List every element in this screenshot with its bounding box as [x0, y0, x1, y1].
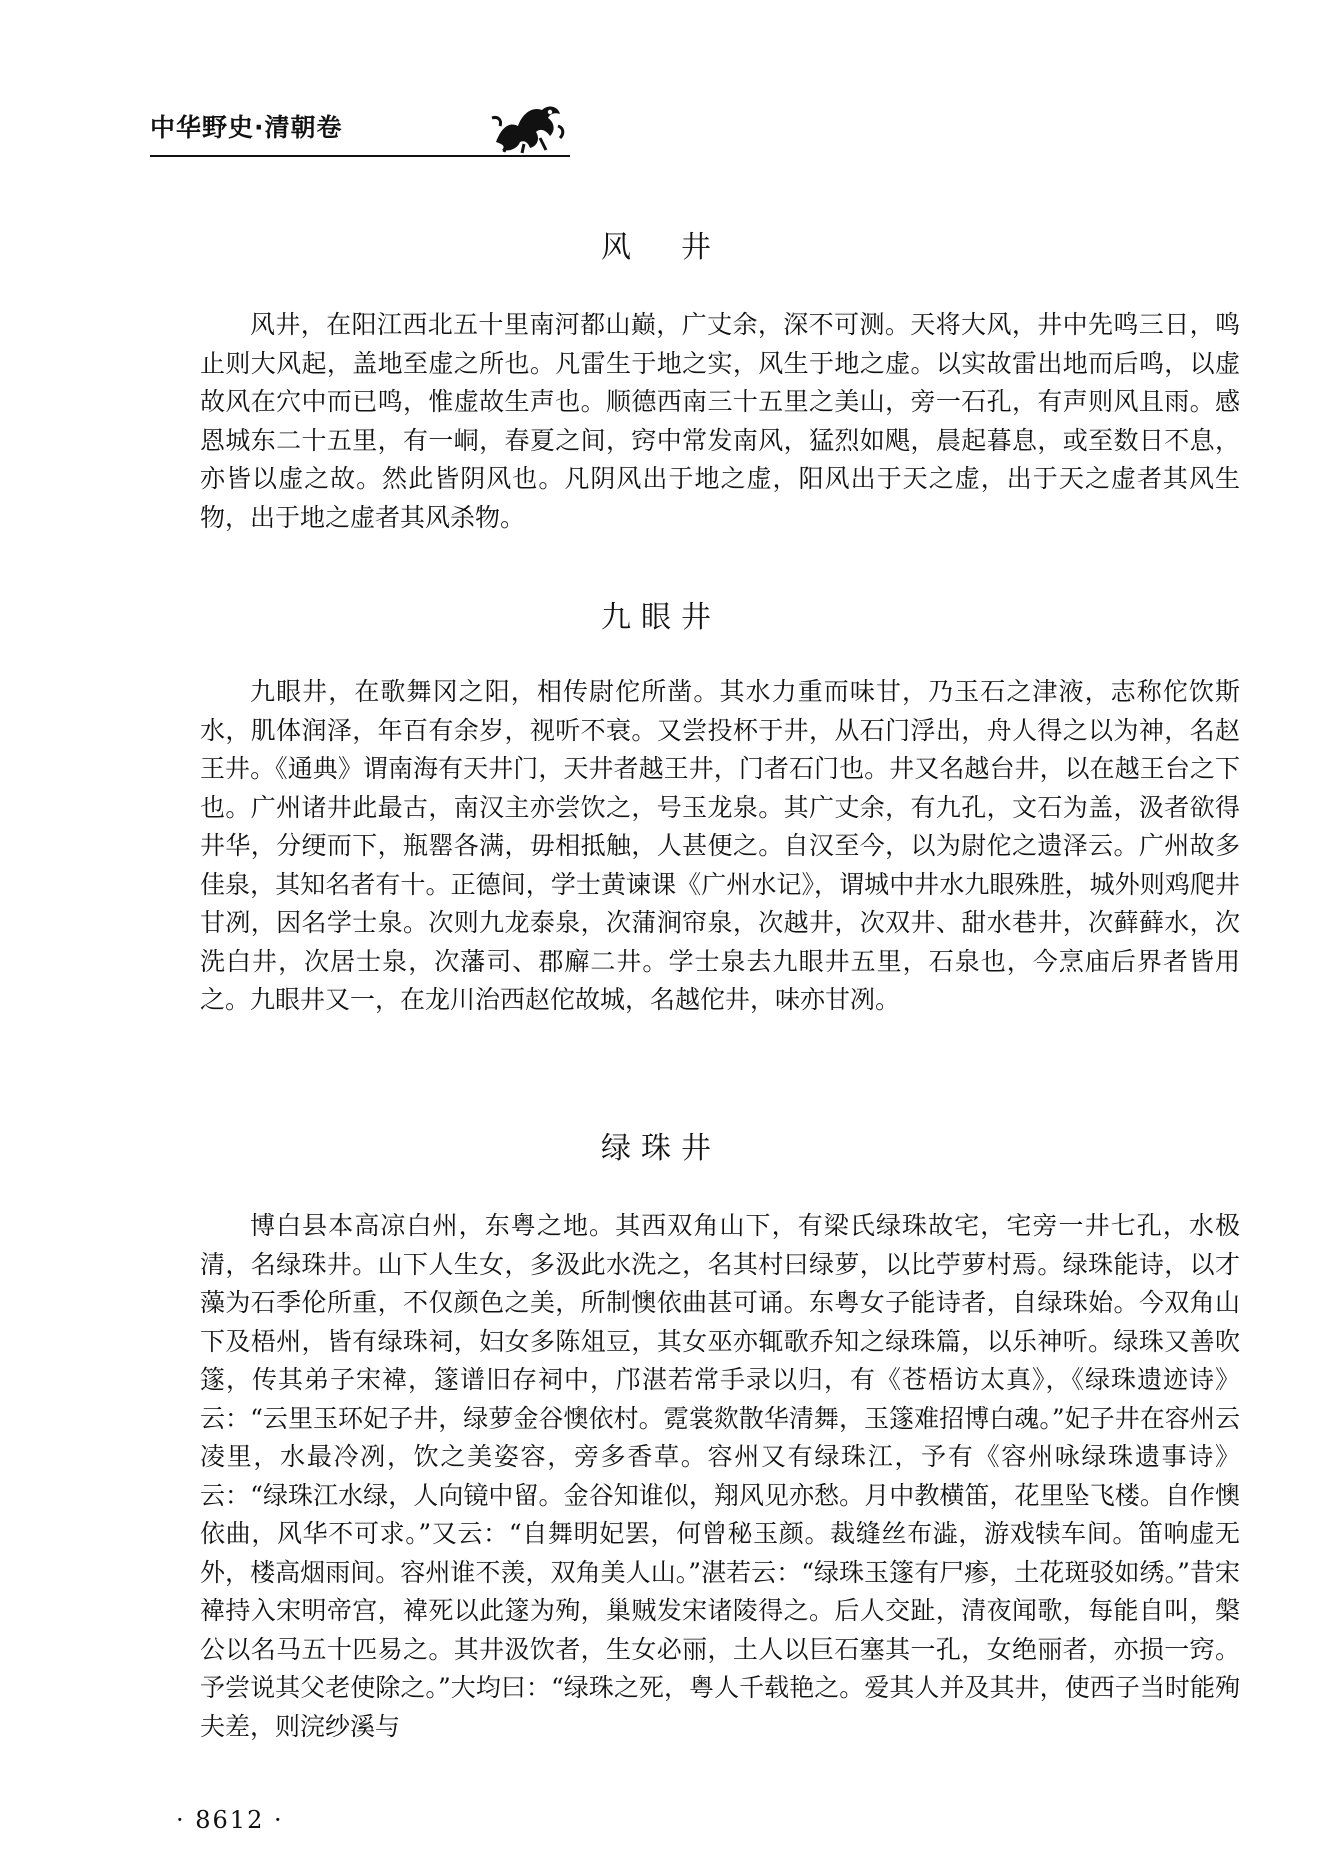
running-head-title: 中华野史·清朝卷 — [150, 113, 343, 142]
page-number: · 8612 · — [176, 1806, 284, 1834]
dragon-emblem-icon — [488, 96, 566, 154]
section-paragraph: 九眼井，在歌舞冈之阳，相传尉佗所凿。其水力重而味甘，乃玉石之津液，志称佗饮斯水，肌体润泽，年百有余岁，视听不衰。又尝投杯于井，从石门浮出，舟人得之以为神，名赵王井。《通典》谓南海有天井门，天井者越王井，门者石门也。井又名越台井，以在越王台之下也。广州诸井此最古，南汉主亦尝饮之，号玉龙泉。其广丈余，有九孔，文石为盖，汲者欲得井华，分绠而下，瓶罂各满，毋相抵触，人甚便之。自汉至今，以为尉佗之遗泽云。广州故多佳泉，其知名者有十。正德间，学士黄谏课《广州水记》，谓城中井水九眼殊胜，城外则鸡爬井甘冽，因名学士泉。次则九龙泰泉，次蒲涧帘泉，次越井，次双井、甜水巷井，次藓藓水，次洗白井，次居士泉，次藩司、郡廨二井。学士泉去九眼井五里，石泉也，今烹庙后界者皆用之。九眼井又一，在龙川治西赵佗故城，名越佗井，味亦甘冽。 — [200, 677, 1240, 1014]
section-title-feng-jing: 风 井 — [601, 230, 721, 265]
section-title-lv-zhu-jing: 绿珠井 — [601, 1131, 721, 1166]
section-title-jiu-yan-jing: 九眼井 — [601, 600, 721, 635]
section-paragraph: 风井，在阳江西北五十里南河都山巅，广丈余，深不可测。天将大风，井中先鸣三日，鸣止则大风起，盖地至虚之所也。凡雷生于地之实，风生于地之虚。以实故雷出地而后鸣，以虚故风在穴中而已鸣，惟虚故生声也。顺德西南三十五里之美山，旁一石孔，有声则风且雨。感恩城东二十五里，有一峒，春夏之间，窍中常发南风，猛烈如飓，晨起暮息，或至数日不息，亦皆以虚之故。然此皆阴风也。凡阴风出于地之虚，阳风出于天之虚，出于天之虚者其风生物，出于地之虚者其风杀物。 — [200, 310, 1240, 532]
running-head-rule — [150, 155, 570, 157]
section-paragraph: 博白县本高凉白州，东粤之地。其西双角山下，有梁氏绿珠故宅，宅旁一井七孔，水极清，名绿珠井。山下人生女，多汲此水洗之，名其村曰绿萝，以比苧萝村焉。绿珠能诗，以才藻为石季伦所重，不仅颜色之美，所制懊依曲甚可诵。东粤女子能诗者，自绿珠始。今双角山下及梧州，皆有绿珠祠，妇女多陈俎豆，其女巫亦辄歌乔知之绿珠篇，以乐神听。绿珠又善吹篴，传其弟子宋褘，篴谱旧存祠中，邝湛若常手录以归，有《苍梧访太真》，《绿珠遗迹诗》云：“云里玉环妃子井，绿萝金谷懊依村。霓裳欻散华清舞，玉篴难招博白魂。”妃子井在容州云凌里，水最冷冽，饮之美姿容，旁多香草。容州又有绿珠江，予有《容州咏绿珠遗事诗》云：“绿珠江水绿，人向镜中留。金谷知谁似，翔风见亦愁。月中教横笛，花里坠飞楼。自作懊依曲，风华不可求。”又云：“自舞明妃罢，何曾秘玉颜。裁缝丝布澁，游戏犊车间。笛响虚无外，楼高烟雨间。容州谁不羡，双角美人山。”湛若云：“绿珠玉篴有尸瘆，土花斑驳如绣。”昔宋褘持入宋明帝宫，褘死以此篴为殉，巢贼发宋诸陵得之。后人交趾，清夜闻歌，每能自叫，槃公以名马五十匹易之。其井汲饮者，生女必丽，土人以巨石塞其一孔，女绝丽者，亦损一窍。予尝说其父老使除之。”大均曰：“绿珠之死，粤人千载艳之。爱其人并及其井，使西子当时能殉夫差，则浣纱溪与 — [200, 1211, 1240, 1741]
